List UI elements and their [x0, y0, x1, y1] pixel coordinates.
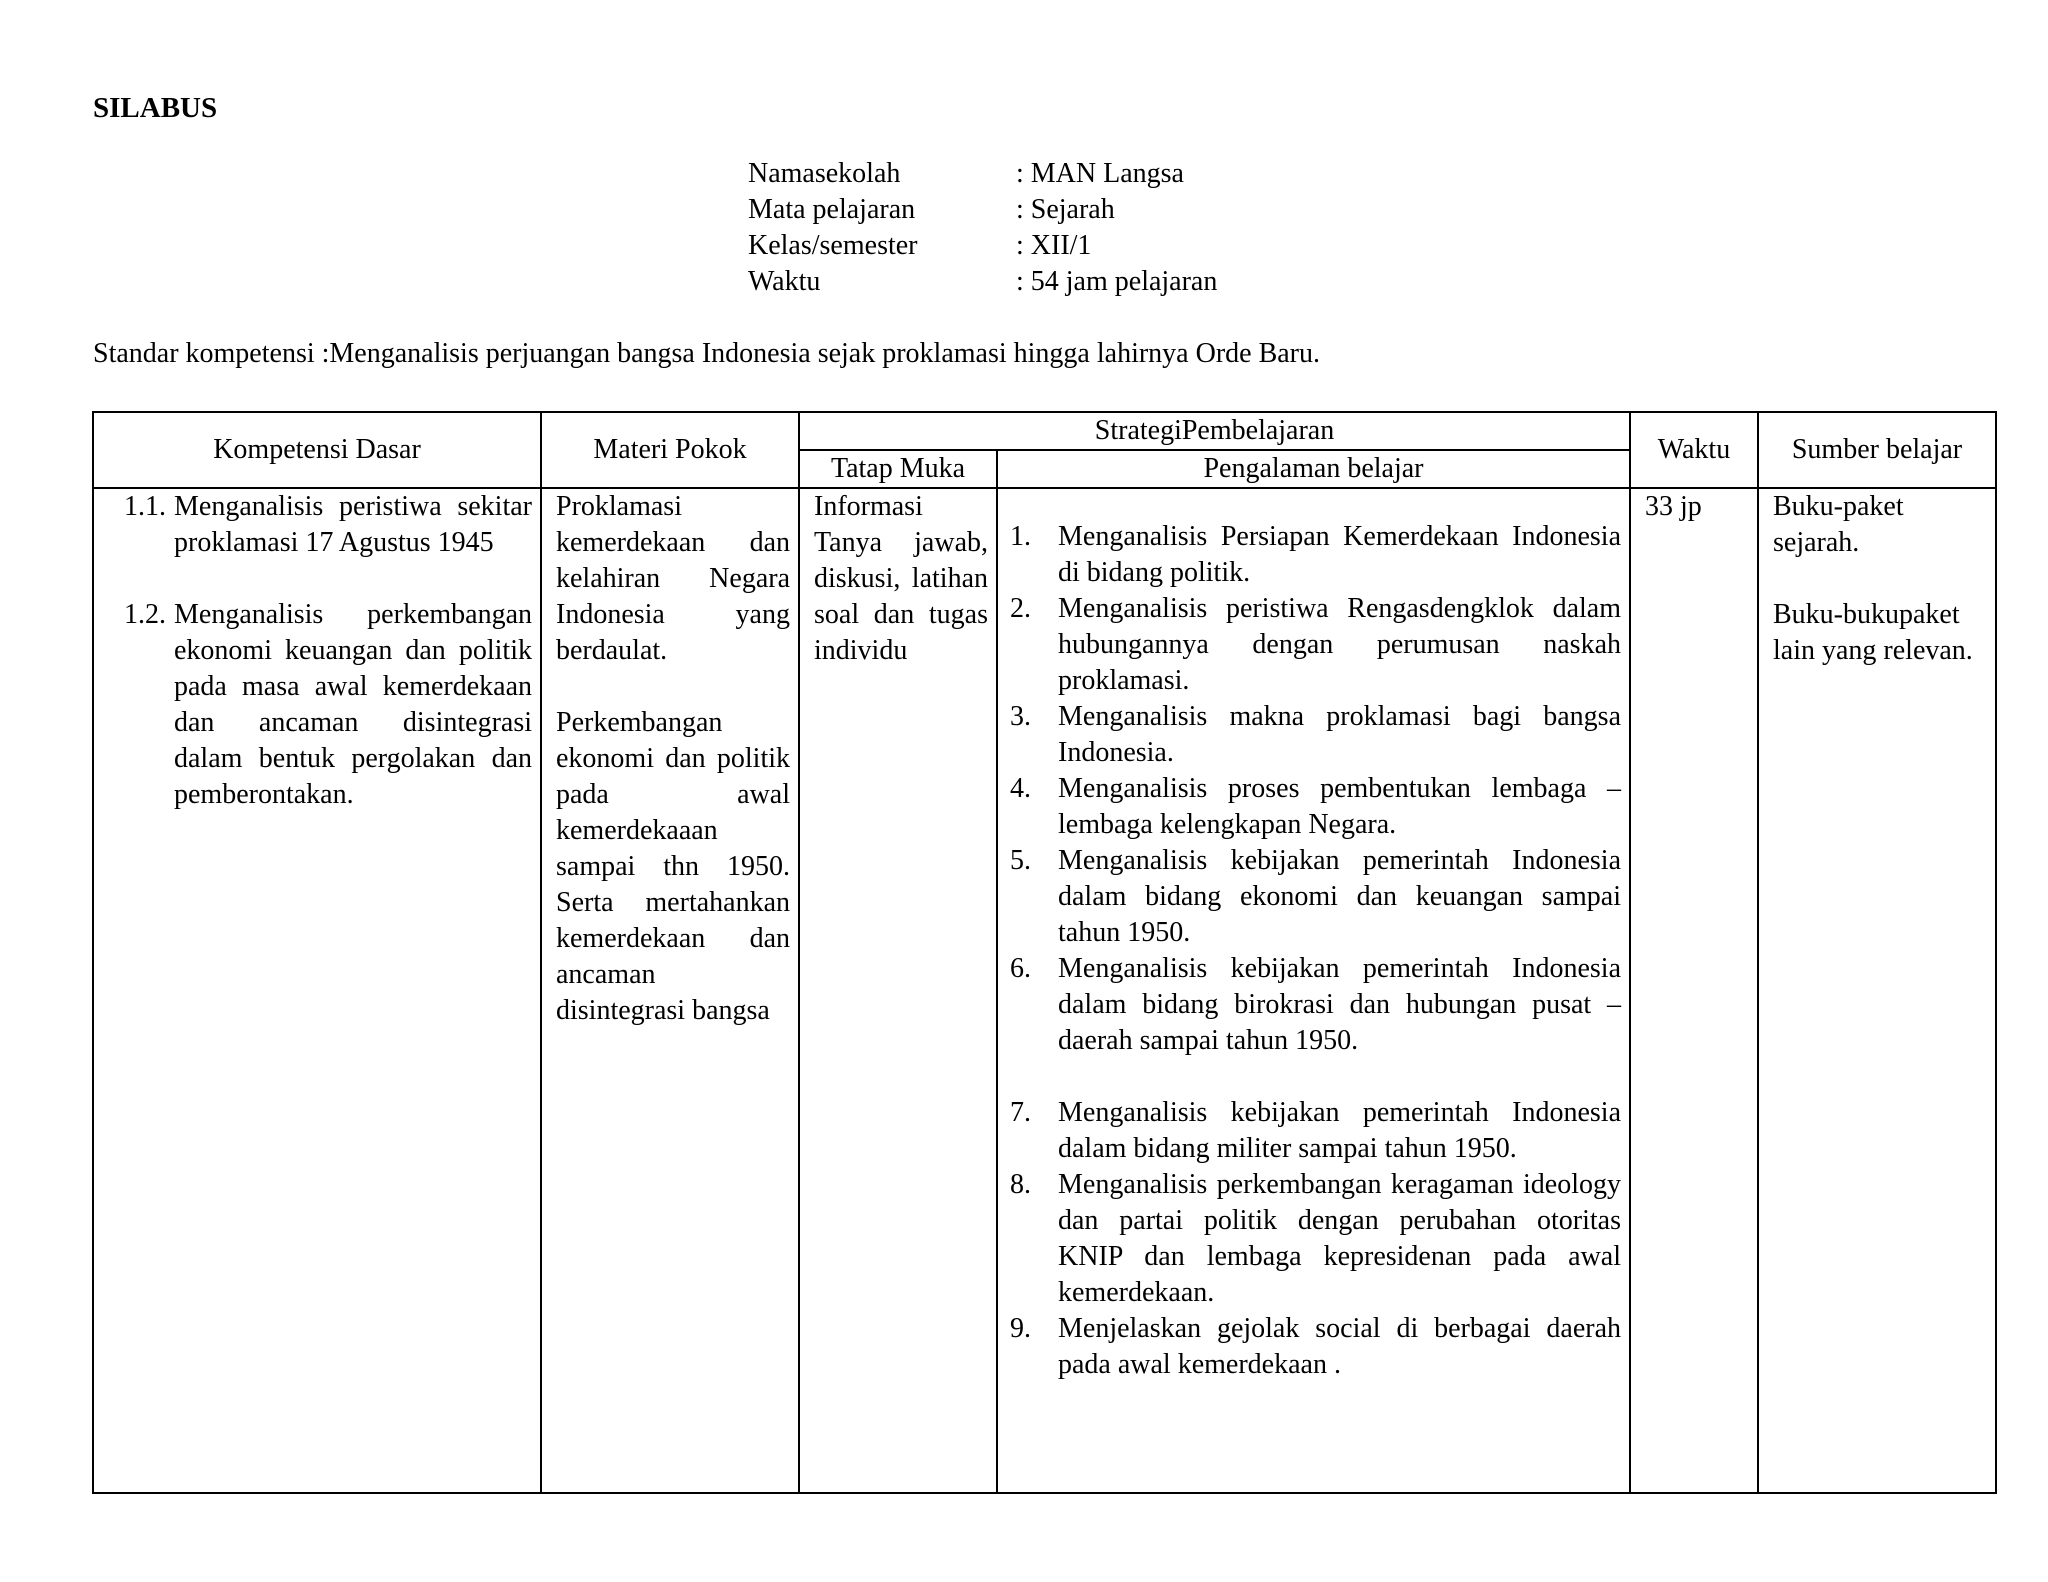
item-number: 6. [1010, 953, 1031, 984]
item-number: 7. [1010, 1097, 1031, 1128]
info-row-class [748, 228, 1217, 264]
list-item [1010, 843, 1621, 951]
header-kompetensi-dasar: Kompetensi Dasar [93, 412, 541, 488]
info-value: : Sejarah [1016, 194, 1115, 225]
list-item [1010, 699, 1621, 771]
info-label: Namasekolah [748, 158, 901, 189]
header-pengalaman: Pengalaman belajar [997, 450, 1630, 488]
list-item [108, 597, 532, 813]
item-number: 1. [1010, 521, 1031, 552]
item-number: 3. [1010, 701, 1031, 732]
kd-list [108, 489, 532, 813]
info-value: : MAN Langsa [1016, 158, 1184, 189]
header-tatap-muka: Tatap Muka [799, 450, 997, 488]
document-title: SILABUS [93, 92, 218, 124]
info-row-school [748, 156, 1217, 192]
syllabus-table [92, 411, 1997, 1494]
list-item [1010, 771, 1621, 843]
list-item [108, 489, 532, 561]
materi-item: Perkembangan ekonomi dan politik pada awal kemerdekaaan sampai thn 1950. Serta mertahankan kemerdekaan dan ancaman disintegrasi bangsa [556, 707, 790, 1026]
item-text: Menganalisis proses pembentukan lembaga – lembaga kelengkapan Negara. [1058, 773, 1621, 840]
item-text: Menganalisis peristiwa sekitar proklamasi 17 Agustus 1945 [174, 491, 532, 558]
header-strategi: StrategiPembelajaran [799, 412, 1630, 450]
item-text: Menganalisis kebijakan pemerintah Indonesia dalam bidang birokrasi dan hubungan pusat – daerah sampai tahun 1950. [1058, 953, 1621, 1056]
pengalaman-list [1010, 489, 1621, 1383]
competency-standard: Standar kompetensi :Menganalisis perjuangan bangsa Indonesia sejak proklamasi hingga lahirnya Orde Baru. [93, 338, 1320, 369]
header-sumber: Sumber belajar [1758, 412, 1996, 488]
item-text: Menganalisis kebijakan pemerintah Indonesia dalam bidang ekonomi dan keuangan sampai tahun 1950. [1058, 845, 1621, 948]
item-number: 1.1. [124, 491, 166, 522]
item-number: 2. [1010, 593, 1031, 624]
item-text: Menganalisis kebijakan pemerintah Indonesia dalam bidang militer sampai tahun 1950. [1058, 1097, 1621, 1164]
header-waktu: Waktu [1630, 412, 1758, 488]
item-text: Menganalisis perkembangan ekonomi keuangan dan politik pada masa awal kemerdekaan dan ancaman disintegrasi dalam bentuk pergolakan dan pemberontakan. [174, 599, 532, 810]
list-item [1010, 591, 1621, 699]
source-item: Buku-paket sejarah. [1773, 491, 1904, 558]
info-row-subject [748, 192, 1217, 228]
info-value: : 54 jam pelajaran [1016, 266, 1218, 297]
school-info [748, 156, 1217, 300]
item-text: Menjelaskan gejolak social di berbagai daerah pada awal kemerdekaan . [1058, 1313, 1621, 1380]
cell-tatap-muka: Informasi Tanya jawab, diskusi, latihan soal dan tugas individu [799, 488, 997, 1493]
info-label: Kelas/semester [748, 230, 918, 261]
header-materi-pokok: Materi Pokok [541, 412, 799, 488]
item-number: 1.2. [124, 599, 166, 630]
list-item [1010, 1167, 1621, 1311]
item-text: Menganalisis peristiwa Rengasdengklok dalam hubungannya dengan perumusan naskah proklamasi. [1058, 593, 1621, 696]
list-item [1010, 951, 1621, 1059]
cell-sumber-belajar [1758, 488, 1996, 1493]
item-number: 5. [1010, 845, 1031, 876]
info-label: Mata pelajaran [748, 194, 916, 225]
cell-waktu: 33 jp [1630, 488, 1758, 1493]
info-label: Waktu [748, 266, 821, 297]
list-item [1010, 519, 1621, 591]
cell-materi-pokok [541, 488, 799, 1493]
item-number: 4. [1010, 773, 1031, 804]
item-number: 8. [1010, 1169, 1031, 1200]
item-text: Menganalisis perkembangan keragaman ideology dan partai politik dengan perubahan otoritas KNIP dan lembaga kepresidenan pada awal kemerdekaan. [1058, 1169, 1621, 1308]
info-row-time [748, 264, 1217, 300]
table-row [93, 488, 1996, 1493]
item-text: Menganalisis makna proklamasi bagi bangsa Indonesia. [1058, 701, 1621, 768]
cell-kompetensi-dasar [93, 488, 541, 1493]
cell-pengalaman-belajar [997, 488, 1630, 1493]
source-item: Buku-bukupaket lain yang relevan. [1773, 599, 1973, 666]
item-text: Menganalisis Persiapan Kemerdekaan Indonesia di bidang politik. [1058, 521, 1621, 588]
item-number: 9. [1010, 1313, 1031, 1344]
materi-item: Proklamasi kemerdekaan dan kelahiran Negara Indonesia yang berdaulat. [556, 491, 790, 666]
list-item [1010, 1311, 1621, 1383]
info-value: : XII/1 [1016, 230, 1092, 261]
list-item [1010, 1095, 1621, 1167]
